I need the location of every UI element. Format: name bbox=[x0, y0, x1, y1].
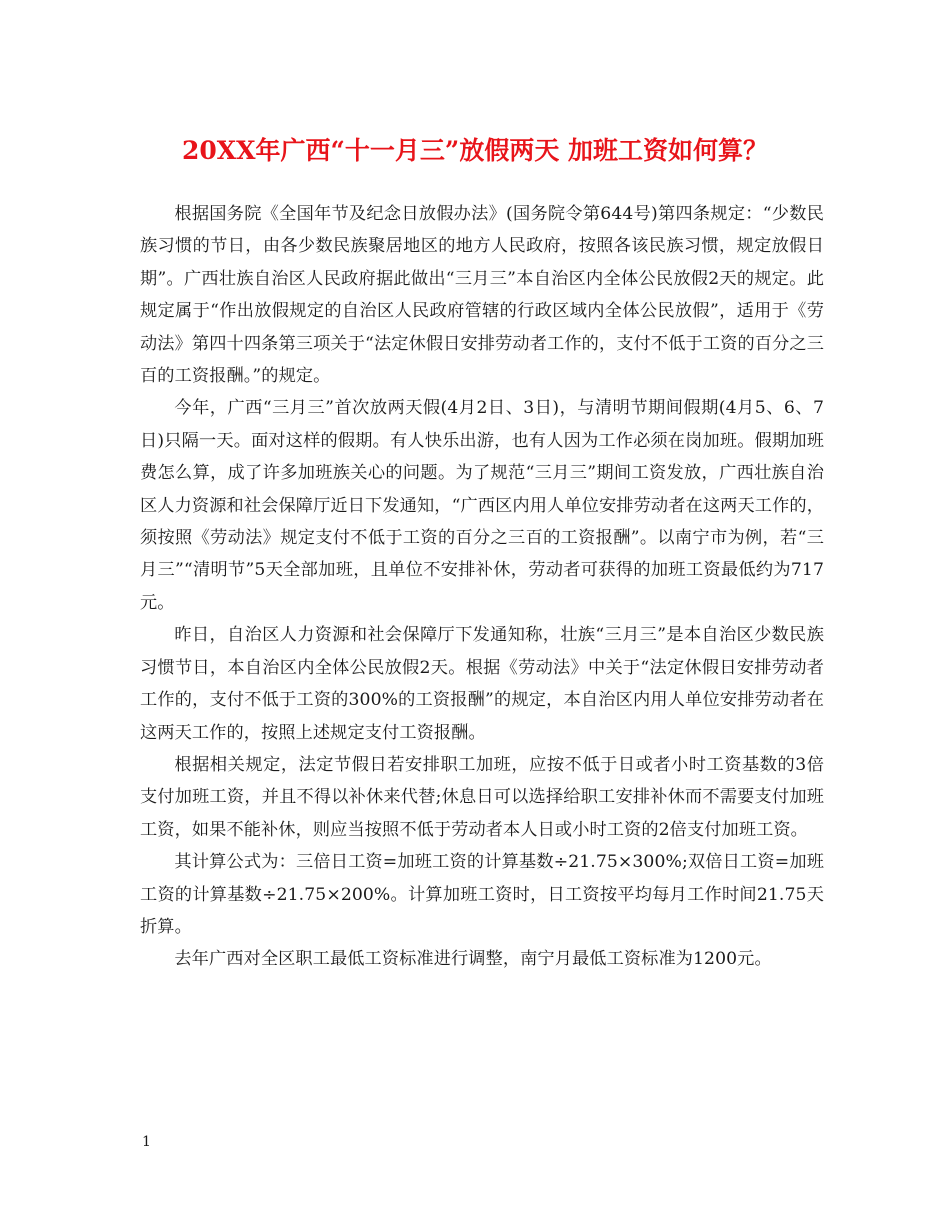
page-number: 1 bbox=[142, 1134, 151, 1150]
paragraph-6: 去年广西对全区职工最低工资标准进行调整，南宁月最低工资标准为1200元。 bbox=[174, 949, 772, 970]
paragraph-5: 其计算公式为：三倍日工资=加班工资的计算基数÷21.75×300%;双倍日工资=加班工资的计算基数÷21.75×200%。计算加班工资时，日工资按平均每月工作时间21.75天折算。 bbox=[140, 852, 824, 937]
document-title: 20XX年广西“十一月三”放假两天 加班工资如何算？ bbox=[181, 136, 769, 165]
paragraph-4: 根据相关规定，法定节假日若安排职工加班，应按不低于日或者小时工资基数的3倍支付加班工资，并且不得以补休来代替;休息日可以选择给职工安排补休而不需要支付加班工资，如果不能补休，则应当按照不低于劳动者本人日或小时工资的2倍支付加班工资。 bbox=[140, 754, 824, 840]
paragraph-3: 昨日，自治区人力资源和社会保障厅下发通知称，壮族“三月三”是本自治区少数民族习惯节日，本自治区内全体公民放假2天。根据《劳动法》中关于“法定休假日安排劳动者工作的，支付不低于工资的300%的工资报酬”的规定，本自治区内用人单位安排劳动者在这两天工作的，按照上述规定支付工资报酬。 bbox=[140, 625, 824, 743]
paragraph-1: 根据国务院《全国年节及纪念日放假办法》(国务院令第644号)第四条规定：“少数民族习惯的节日，由各少数民族聚居地区的地方人民政府，按照各该民族习惯，规定放假日期”。广西壮族自治区人民政府据此做出“三月三”本自治区内全体公民放假2天的规定。此规定属于“作出放假规定的自治区人民政府管辖的行政区域内全体公民放假”，适用于《劳动法》第四十四条第三项关于“法定休假日安排劳动者工作的，支付不低于工资的百分之三百的工资报酬。”的规定。 bbox=[140, 204, 824, 387]
paragraph-2: 今年，广西“三月三”首次放两天假(4月2日、3日)，与清明节期间假期(4月5、6、7日)只隔一天。面对这样的假期。有人快乐出游，也有人因为工作必须在岗加班。假期加班费怎么算，成了许多加班族关心的问题。为了规范“三月三”期间工资发放，广西壮族自治区人力资源和社会保障厅近日下发通知，“广西区内用人单位安排劳动者在这两天工作的，须按照《劳动法》规定支付不低于工资的百分之三百的工资报酬”。以南宁市为例，若“三月三”“清明节”5天全部加班，且单位不安排补休，劳动者可获得的加班工资最低约为717元。 bbox=[140, 398, 824, 613]
document-body bbox=[140, 198, 824, 976]
